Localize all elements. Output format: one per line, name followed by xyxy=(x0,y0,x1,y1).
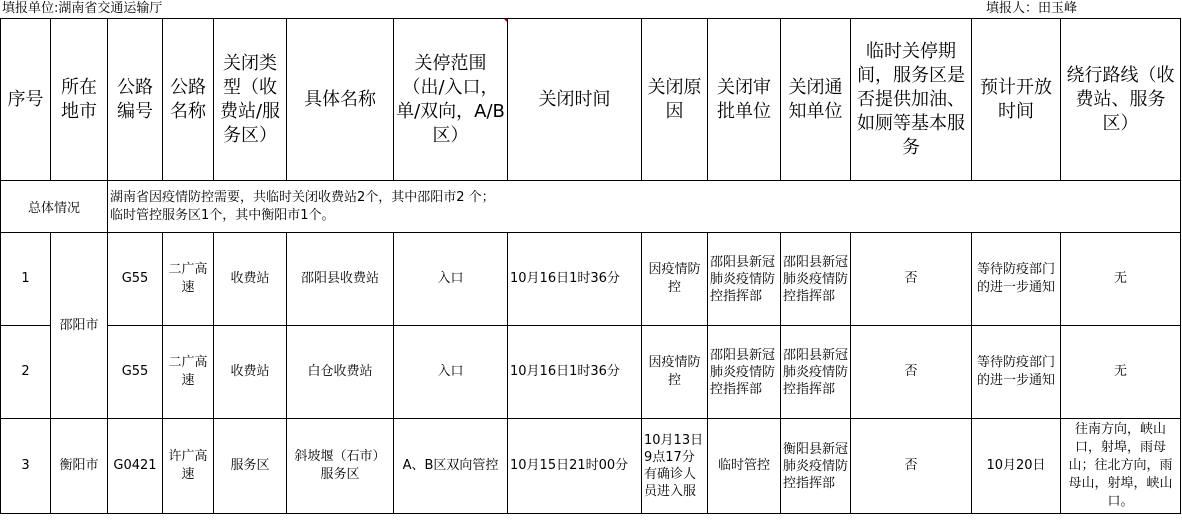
summary-label: 总体情况 xyxy=(1,181,108,233)
cell-detour: 无 xyxy=(1061,326,1181,419)
cell-name: 白仓收费站 xyxy=(287,326,394,419)
col-city: 所在地市 xyxy=(51,19,108,181)
cell-time: 10月16日1时36分 xyxy=(508,326,642,419)
col-time: 关闭时间 xyxy=(508,19,642,181)
col-approver: 关闭审批单位 xyxy=(708,19,781,181)
cell-road-no: G0421 xyxy=(108,419,163,514)
cell-approver: 邵阳县新冠肺炎疫情防控指挥部 xyxy=(708,326,781,419)
cell-time: 10月16日1时36分 xyxy=(508,233,642,326)
col-reopen: 预计开放时间 xyxy=(972,19,1061,181)
cell-service: 否 xyxy=(851,233,972,326)
cell-approver: 临时管控 xyxy=(708,419,781,514)
cell-city: 邵阳市 xyxy=(51,233,108,419)
cell-no: 1 xyxy=(1,233,51,326)
cell-reason: 因疫情防控 xyxy=(642,233,708,326)
cell-scope: 入口 xyxy=(394,326,508,419)
col-no: 序号 xyxy=(1,19,51,181)
cell-no: 2 xyxy=(1,326,51,419)
col-detour: 绕行路线（收费站、服务区） xyxy=(1061,19,1181,181)
cell-reason-text: 10月13日9点17分有确诊人员进入服 xyxy=(644,433,704,499)
cell-service: 否 xyxy=(851,326,972,419)
table-row xyxy=(1,326,1181,419)
col-scope: 关停范围（出/入口，单/双向，A/B区） xyxy=(394,19,508,181)
col-notifier: 关闭通知单位 xyxy=(781,19,851,181)
cell-approver: 邵阳县新冠肺炎疫情防控指挥部 xyxy=(708,233,781,326)
cell-time: 10月15日21时00分 xyxy=(508,419,642,514)
cell-name: 斜坡堰（石市）服务区 xyxy=(287,419,394,514)
table-row xyxy=(1,233,1181,326)
cell-type: 收费站 xyxy=(214,326,287,419)
cell-road-name: 许广高速 xyxy=(163,419,214,514)
summary-row xyxy=(1,181,1181,233)
filler-name: 填报人：田玉峰 xyxy=(986,1,1078,16)
cell-service: 否 xyxy=(851,419,972,514)
cell-detour: 往南方向，峡山口，射埠，雨母山；往北方向，雨母山，射埠，峡山口。 xyxy=(1061,419,1181,514)
summary-line: 临时管控服务区1个，其中衡阳市1个。 xyxy=(110,207,335,223)
summary-line: 湖南省因疫情防控需要，共临时关闭收费站2个，其中邵阳市2 个； xyxy=(110,189,495,205)
col-service: 临时关停期间，服务区是否提供加油、如厕等基本服务 xyxy=(851,19,972,181)
cell-reason xyxy=(642,419,708,514)
cell-type: 收费站 xyxy=(214,233,287,326)
cell-city: 衡阳市 xyxy=(51,419,108,514)
table-row xyxy=(1,419,1181,514)
reporting-unit: 填报单位:湖南省交通运输厅 xyxy=(2,1,163,16)
cell-name: 邵阳县收费站 xyxy=(287,233,394,326)
cell-notifier: 衡阳县新冠肺炎疫情防控指挥部 xyxy=(781,419,851,514)
header-row xyxy=(1,19,1181,181)
cell-reopen: 10月20日 xyxy=(972,419,1061,514)
cell-reason: 因疫情防控 xyxy=(642,326,708,419)
col-name: 具体名称 xyxy=(287,19,394,181)
cell-notifier: 邵阳县新冠肺炎疫情防控指挥部 xyxy=(781,326,851,419)
cell-road-no: G55 xyxy=(108,233,163,326)
col-type: 关闭类型（收费站/服务区） xyxy=(214,19,287,181)
closure-table xyxy=(0,18,1181,514)
cell-road-name: 二广高速 xyxy=(163,326,214,419)
col-road-no: 公路编号 xyxy=(108,19,163,181)
cell-detour: 无 xyxy=(1061,233,1181,326)
cell-notifier: 邵阳县新冠肺炎疫情防控指挥部 xyxy=(781,233,851,326)
col-reason: 关闭原因 xyxy=(642,19,708,181)
cell-reopen: 等待防疫部门的进一步通知 xyxy=(972,233,1061,326)
summary-text xyxy=(108,181,1181,233)
cell-type: 服务区 xyxy=(214,419,287,514)
cell-road-no: G55 xyxy=(108,326,163,419)
col-road-name: 公路名称 xyxy=(163,19,214,181)
cell-reopen: 等待防疫部门的进一步通知 xyxy=(972,326,1061,419)
cell-road-name: 二广高速 xyxy=(163,233,214,326)
report-header xyxy=(0,0,1182,18)
cell-no: 3 xyxy=(1,419,51,514)
cell-scope: 入口 xyxy=(394,233,508,326)
cell-scope: A、B区双向管控 xyxy=(394,419,508,514)
